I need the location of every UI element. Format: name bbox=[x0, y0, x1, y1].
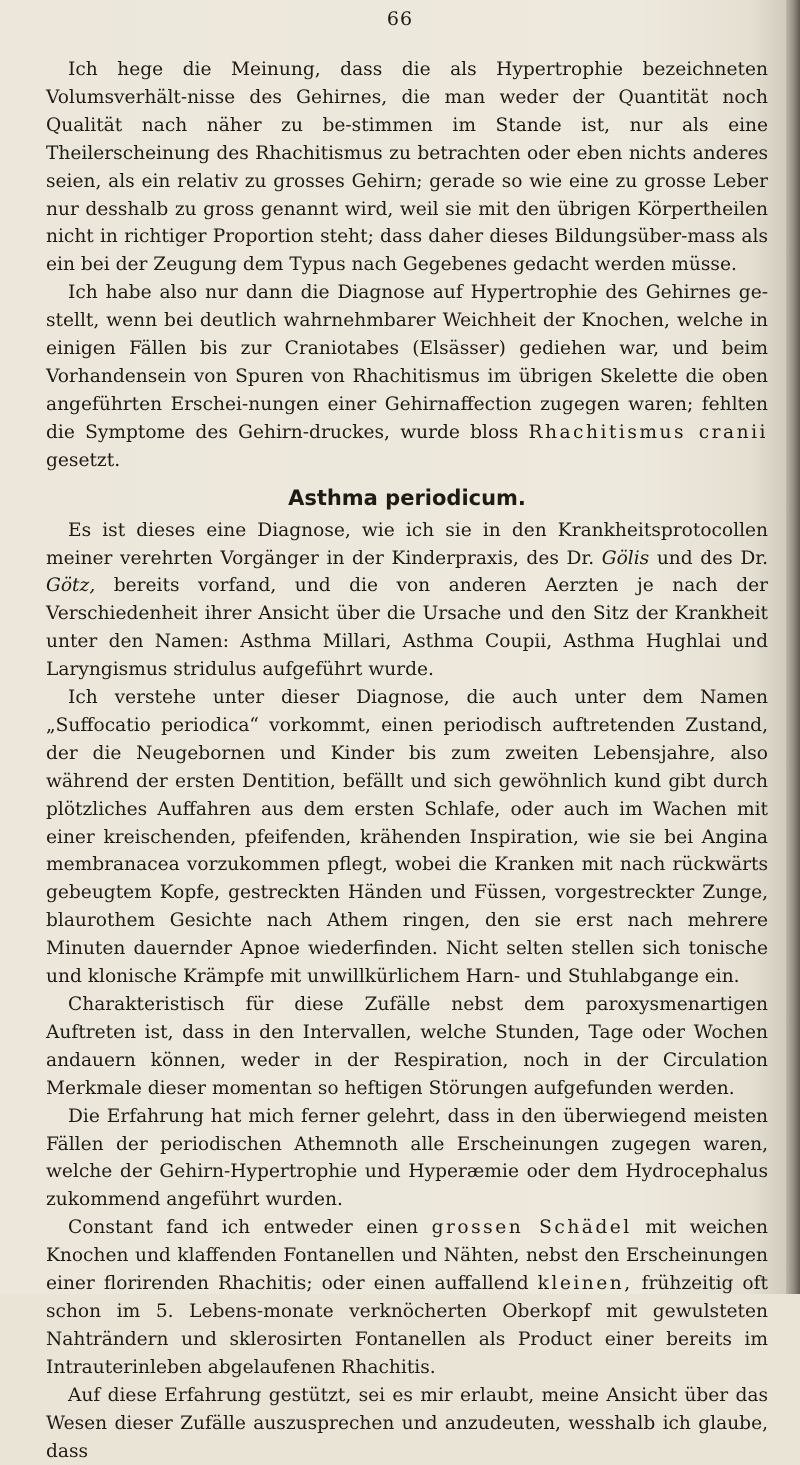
paragraph-text: und des Dr. bbox=[649, 547, 768, 569]
emphasis-spaced: Rhachitismus cranii bbox=[528, 421, 769, 443]
paragraph-text: frühzeitig oft schon im 5. Lebens-monate verknöcherten Oberkopf mit gewulsteten Nahträndern und sklerosirten Fontanellen als Product einer bereits im Intrauterinleben abgelaufenen Rhachitis. bbox=[46, 1273, 768, 1378]
paragraph bbox=[46, 279, 768, 474]
paragraph-text: gesetzt. bbox=[46, 449, 121, 471]
paragraph-text: Ich habe also nur dann die Diagnose auf Hypertrophie des Gehirnes ge-stellt, wenn bei deutlich wahrnehmbarer Weichheit der Knochen, welche in einigen Fällen bis zur Craniotabes (Elsässer) gediehen war, und beim Vorhandensein von Spuren von Rhachitismus im übrigen Skelette die oben angeführten Erschei-nungen einer Gehirnaffection zugegen waren; fehlten die Symptome des Gehirn-druckes, wurde bloss bbox=[46, 282, 768, 443]
paragraph bbox=[46, 1214, 768, 1381]
section-heading: Asthma periodicum. bbox=[288, 485, 526, 510]
paragraph-text: Constant fand ich entweder einen bbox=[68, 1217, 432, 1239]
body-text bbox=[46, 56, 768, 1465]
paragraph: Auf diese Erfahrung gestützt, sei es mir erlaubt, meine Ansicht über das Wesen dieser Zufälle auszusprechen und anzudeuten, wesshalb ich glaube, dass bbox=[46, 1384, 768, 1462]
paragraph-text: bereits vorfand, und die von anderen Aerzten je nach der Verschiedenheit ihrer Ansicht über die Ursache und den Sitz der Krankheit unter den Namen: Asthma Millari, Asthma Coupii, Asthma Hughlai und Laryngismus stridulus aufgeführt wurde. bbox=[46, 575, 768, 681]
paragraph: Ich verstehe unter dieser Diagnose, die auch unter dem Namen „Suffocatio periodica“ vorkommt, einen periodisch auftretenden Zustand, der die Neugebornen und Kinder bis zum zweiten Lebensjahre, also während der ersten Dentition, befällt und sich gewöhnlich kund gibt durch plötzliches Auffahren aus dem ersten Schlafe, oder auch im Wachen mit einer kreischenden, pfeifenden, krähenden Inspiration, wie sie bei Angina membranacea vorzukommen pflegt, wobei die Kranken mit nach rückwärts gebeugtem Kopfe, gestreckten Händen und Füssen, vorgestreckter Zunge, blaurothem Gesichte nach Athem ringen, den sie erst nach mehrere Minuten dauernder Apnoe wiederfinden. Nicht selten stellen sich tonische und klonische Krämpfe mit unwillkürlichem Harn- und Stuhlabgange ein. bbox=[46, 687, 768, 988]
emphasis-spaced: grossen Schädel bbox=[431, 1217, 632, 1239]
author-name: Götz, bbox=[46, 575, 96, 597]
paragraph-text: Es ist dieses eine Diagnose, wie ich sie in den Krankheitsprotocollen meiner verehrten Vorgänger in der Kinderpraxis, des Dr. bbox=[46, 519, 768, 569]
page-number: 66 bbox=[386, 8, 414, 30]
paragraph bbox=[46, 517, 768, 684]
emphasis-spaced: kleinen, bbox=[537, 1273, 633, 1295]
page-edge-shadow bbox=[786, 0, 800, 1294]
paragraph-text: mit weichen Knochen und klaffenden Fontanellen und Nähten, nebst den Erscheinungen einer florirenden Rhachitis; oder einen auffallend bbox=[46, 1217, 769, 1295]
paragraph: Die Erfahrung hat mich ferner gelehrt, dass in den überwiegend meisten Fällen der periodischen Athemnoth alle Erscheinungen zugegen waren, welche der Gehirn-Hypertrophie und Hyperæmie oder dem Hydrocephalus zukommend angeführt wurden. bbox=[46, 1105, 768, 1211]
paragraph: Charakteristisch für diese Zufälle nebst dem paroxysmenartigen Auftreten ist, dass in den Intervallen, welche Stunden, Tage oder Wochen andauern können, weder in der Respiration, noch in der Circulation Merkmale dieser momentan so heftigen Störungen aufgefunden werden. bbox=[46, 994, 768, 1099]
paragraph: Ich hege die Meinung, dass die als Hypertrophie bezeichneten Volumsverhält-nisse des Gehirnes, die man weder der Quantität noch Qualität nach näher zu be-stimmen im Stande ist, nur als eine Theilerscheinung des Rhachitismus zu betrachten oder eben nichts anderes seien, als ein relativ zu grosses Gehirn; gerade so wie eine zu grosse Leber nur desshalb zu gross genannt wird, weil sie mit den übrigen Körpertheilen nicht in richtiger Proportion steht; dass daher dieses Bildungsüber-mass als ein bei der Zeugung dem Typus nach Gegebenes gedacht werden müsse. bbox=[46, 59, 768, 276]
author-name: Gölis bbox=[601, 547, 650, 569]
